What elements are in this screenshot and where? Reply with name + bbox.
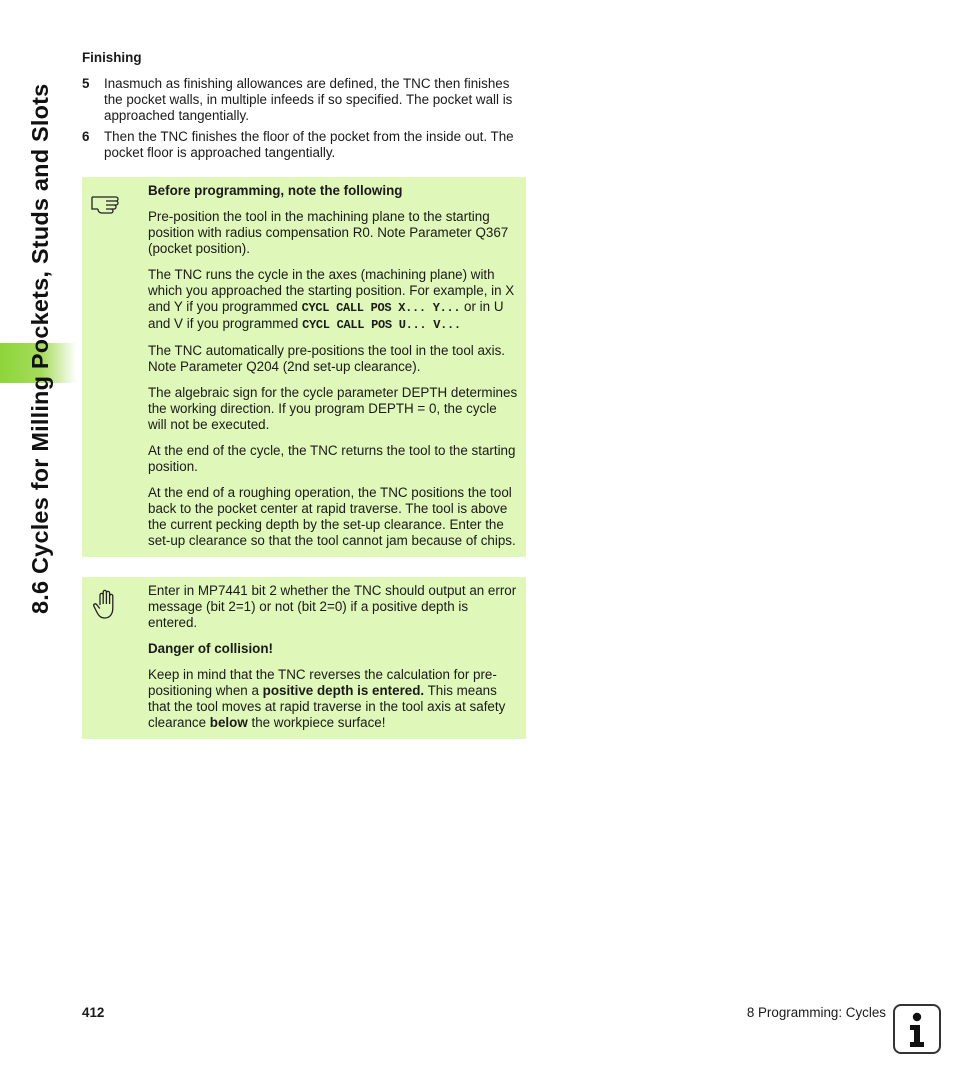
pointing-hand-icon (90, 187, 124, 217)
page-number: 412 (82, 1005, 105, 1020)
note-paragraph: Pre-position the tool in the machining plane to the starting position with radius compensation R0. Note Parameter Q367 (pocket position). (148, 209, 509, 256)
note-paragraph: At the end of the cycle, the TNC returns the tool to the starting position. (148, 443, 516, 474)
note-paragraph: At the end of a roughing operation, the TNC positions the tool back to the pocket center at rapid traverse. The tool is above the current pecking depth by the set-up clearance. Enter the set-up clearance so that the tool cannot jam because of chips. (148, 485, 516, 548)
note-paragraph: The algebraic sign for the cycle parameter DEPTH determines the working direction. If you program DEPTH = 0, the cycle will not be executed. (148, 385, 518, 432)
code-snippet: CYCL CALL POS U... V... (302, 318, 461, 332)
info-icon (893, 1004, 941, 1054)
step-text: Then the TNC finishes the floor of the pocket from the inside out. The pocket floor is approached tangentially. (104, 129, 514, 160)
step-number: 5 (82, 76, 90, 91)
note-paragraph: Keep in mind that the TNC reverses the calculation for pre-positioning when a positive depth is entered. This means that the tool moves at rapid traverse in the tool axis at safety clearance below the workpiece surface! (148, 667, 506, 730)
step-item (82, 76, 526, 124)
programming-note (82, 177, 526, 557)
bold-text: below (209, 715, 248, 730)
bold-text: positive depth is entered. (262, 683, 425, 698)
info-glyph (895, 1006, 939, 1052)
warning-note (82, 577, 526, 739)
warning-heading: Danger of collision! (148, 641, 273, 656)
main-content (82, 50, 526, 739)
note-heading: Before programming, note the following (148, 183, 403, 198)
step-number: 6 (82, 129, 90, 144)
footer-chapter: 8 Programming: Cycles (746, 1005, 886, 1020)
step-item (82, 129, 526, 161)
note-paragraph: Enter in MP7441 bit 2 whether the TNC should output an error message (bit 2=1) or not (bit 2=0) if a positive depth is entered. (148, 583, 517, 630)
chapter-side-title: 8.6 Cycles for Milling Pockets, Studs and Slots (27, 83, 53, 614)
note-paragraph: The TNC runs the cycle in the axes (machining plane) with which you approached the starting position. For example, in X and Y if you programmed CYCL CALL POS X... Y... or in U and V if you programmed CYCL CALL POS U... V... (148, 267, 515, 332)
code-snippet: CYCL CALL POS X... Y... (301, 301, 461, 315)
raised-hand-icon (90, 589, 124, 623)
section-heading: Finishing (82, 50, 142, 65)
step-text: Inasmuch as finishing allowances are defined, the TNC then finishes the pocket walls, in multiple infeeds if so specified. The pocket wall is approached tangentially. (104, 76, 513, 123)
note-paragraph: The TNC automatically pre-positions the tool in the tool axis. Note Parameter Q204 (2nd set-up clearance). (148, 343, 506, 374)
